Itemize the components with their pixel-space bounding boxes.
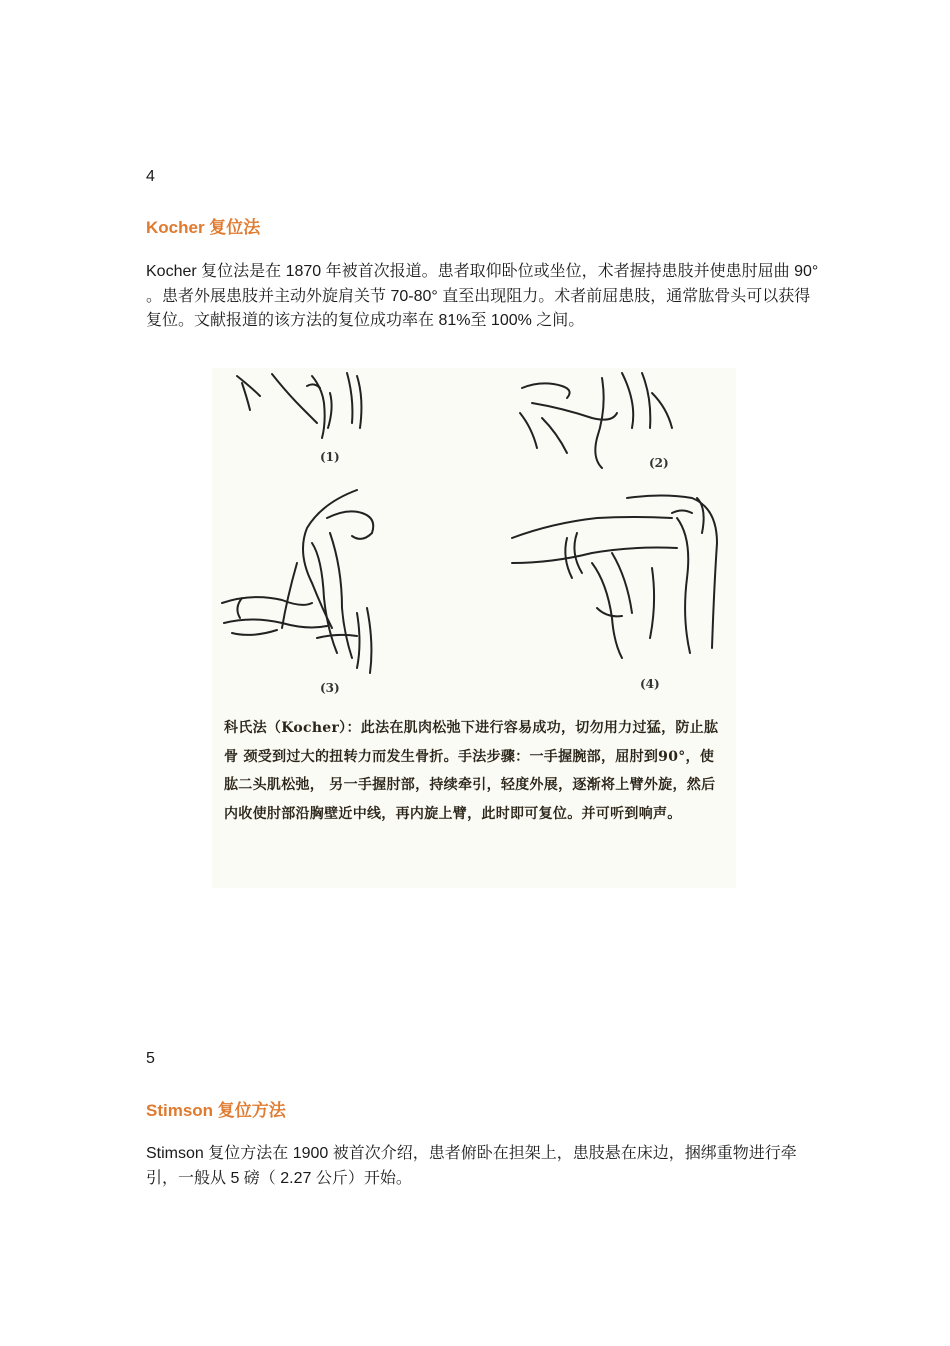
kocher-illustration xyxy=(212,368,736,888)
kocher-drawing xyxy=(212,368,736,708)
figure-caption: 科氏法（Kocher）：此法在肌肉松弛下进行容易成功，切勿用力过猛，防止肱骨 颈受到过大的扭转力而发生骨折。手法步骤：一手握腕部，屈肘到90°，使肱二头肌松弛， 另一手握肘部，持续牵引，轻度外展，逐渐将上臂外旋，然后内收使肘部沿胸壁近中线，再内旋上臂，此时即可复位。并可听到响声。 xyxy=(224,720,719,822)
figure-label-4: (4) xyxy=(640,677,660,691)
section-number-5: 5 xyxy=(146,1050,155,1067)
section-number-4: 4 xyxy=(146,168,155,185)
panel-3-drawing xyxy=(222,490,373,673)
panel-4-drawing xyxy=(512,496,717,659)
stimson-paragraph: Stimson 复位方法在 1900 被首次介绍，患者俯卧在担架上，患肢悬在床边，捆绑重物进行牵引，一般从 5 磅（ 2.27 公斤）开始。 xyxy=(146,1145,797,1187)
kocher-paragraph: Kocher 复位法是在 1870 年被首次报道。患者取仰卧位或坐位，术者握持患肢并使患肘屈曲 90° 。患者外展患肢并主动外旋肩关节 70-80° 直至出现阻力。术者前屈患肢，通常肱骨头可以获得复位。文献报道的该方法的复位成功率在 81%至 100% 之间。 xyxy=(146,263,819,329)
panel-2-drawing xyxy=(520,373,672,468)
figure-label-2: (2) xyxy=(649,456,669,470)
figure-label-3: (3) xyxy=(320,681,340,695)
figure-label-1: (1) xyxy=(320,450,340,464)
panel-1-drawing xyxy=(237,373,361,438)
section-title-kocher: Kocher 复位法 xyxy=(146,218,261,237)
section-title-stimson: Stimson 复位方法 xyxy=(146,1101,286,1120)
